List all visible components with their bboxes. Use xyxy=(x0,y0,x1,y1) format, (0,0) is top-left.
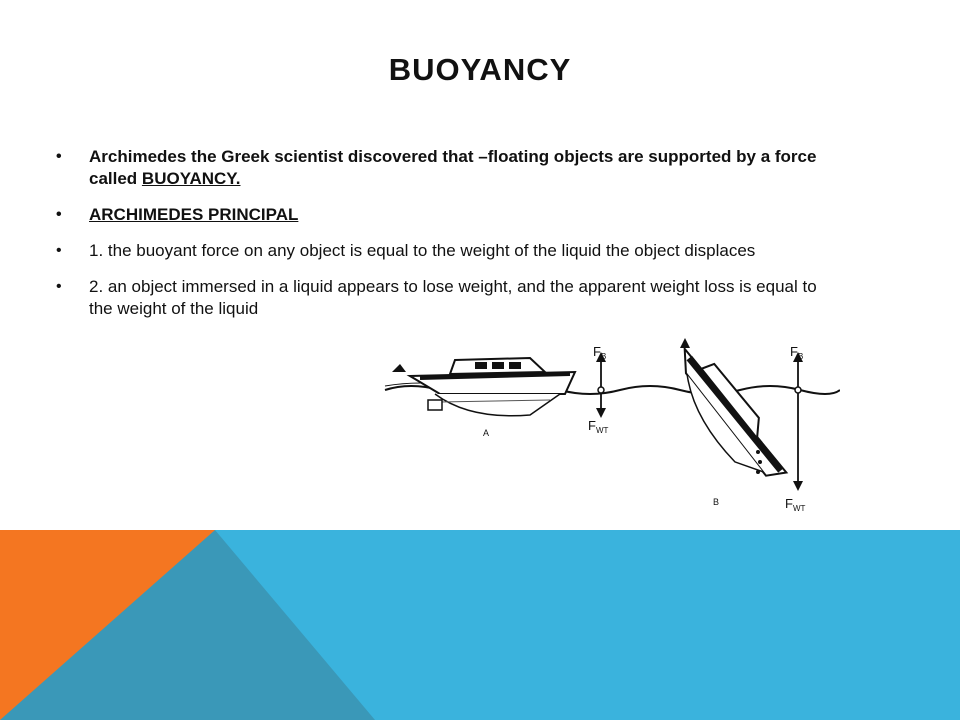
bullet-principle-1: • 1. the buoyant force on any object is equal to the weight of the liquid the object displaces xyxy=(56,240,826,262)
bullet-principle-heading: • ARCHIMEDES PRINCIPAL xyxy=(56,204,826,226)
slide-title: BUOYANCY xyxy=(388,52,572,87)
label-fb-b: $F_B$ xyxy=(790,344,804,361)
bullet-archimedes-text: Archimedes the Greek scientist discovered that –floating objects are supported by a force called xyxy=(89,147,817,188)
bullet-principle-2: • 2. an object immersed in a liquid appears to lose weight, and the apparent weight loss is equal to the weight of the liquid xyxy=(56,276,826,320)
decorative-footer xyxy=(0,530,960,720)
bullet-archimedes xyxy=(56,146,826,190)
label-fwt-b: $F_{WT}$ xyxy=(785,496,806,513)
bullet-list xyxy=(56,146,826,334)
label-fwt-a: $F_{WT}$ xyxy=(588,418,609,435)
buoyancy-boats-illustration xyxy=(380,320,840,530)
buoyancy-term: BUOYANCY. xyxy=(141,169,241,188)
caption-a: A xyxy=(483,428,490,438)
caption-b: B xyxy=(713,497,720,507)
label-fb-a: $F_B$ xyxy=(593,344,607,361)
